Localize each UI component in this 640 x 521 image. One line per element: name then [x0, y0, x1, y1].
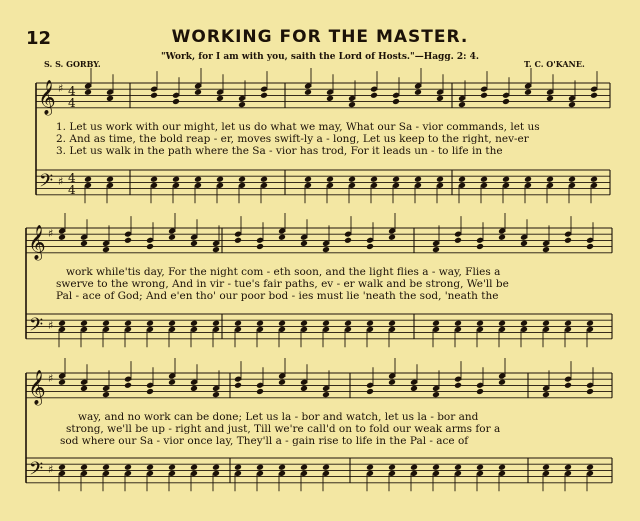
bass-note	[212, 320, 220, 327]
time-signature-bottom: 4	[68, 96, 76, 110]
treble-note	[102, 391, 110, 398]
bass-note	[102, 320, 110, 327]
treble-note	[150, 92, 158, 99]
bass-note	[524, 176, 532, 183]
bass-note	[564, 464, 572, 471]
bass-note	[304, 176, 312, 183]
bass-clef-icon: 𝄢	[29, 459, 44, 484]
time-signature-top: 4	[68, 171, 76, 185]
treble-note	[586, 243, 594, 250]
treble-note	[366, 388, 374, 395]
treble-note	[458, 101, 466, 108]
treble-note	[194, 89, 202, 96]
bass-note	[546, 176, 554, 183]
bass-note	[190, 464, 198, 471]
treble-note	[392, 98, 400, 105]
bass-note	[168, 464, 176, 471]
treble-note	[168, 379, 176, 386]
scripture-epigraph: "Work, for I am with you, saith the Lord of Hosts."—Hagg. 2: 4.	[160, 52, 480, 62]
bass-note	[146, 464, 154, 471]
treble-clef-icon: 𝄞	[28, 370, 46, 405]
bass-note	[454, 320, 462, 327]
bass-note	[80, 320, 88, 327]
treble-note	[146, 388, 154, 395]
bass-note	[476, 464, 484, 471]
lyric-line-verse2-system1: 2. And as time, the bold reap - er, moves swift-ly a - long, Let us keep to the right, nev-er	[56, 133, 529, 145]
treble-note	[480, 92, 488, 99]
bass-note	[58, 464, 66, 471]
treble-note	[172, 98, 180, 105]
treble-note	[520, 240, 528, 247]
treble-note	[256, 243, 264, 250]
treble-note	[432, 246, 440, 253]
bass-note	[322, 464, 330, 471]
treble-note	[568, 101, 576, 108]
treble-note	[586, 388, 594, 395]
time-signature-top: 4	[68, 84, 76, 98]
bass-note	[194, 176, 202, 183]
treble-note	[322, 391, 330, 398]
bass-note	[568, 176, 576, 183]
bass-note	[542, 320, 550, 327]
treble-note	[124, 382, 132, 389]
treble-note	[58, 379, 66, 386]
treble-note	[454, 382, 462, 389]
treble-note	[190, 240, 198, 247]
treble-note	[410, 385, 418, 392]
bass-note	[238, 176, 246, 183]
treble-note	[414, 89, 422, 96]
bass-clef-icon: 𝄢	[39, 171, 54, 196]
treble-clef-icon: 𝄞	[38, 80, 56, 115]
bass-note	[498, 464, 506, 471]
treble-note	[502, 98, 510, 105]
bass-note	[300, 464, 308, 471]
bass-note	[348, 176, 356, 183]
bass-note	[542, 464, 550, 471]
treble-note	[366, 243, 374, 250]
bass-note	[58, 320, 66, 327]
bass-clef-icon: 𝄢	[29, 315, 44, 340]
page-number: 12	[26, 28, 52, 49]
bass-note	[124, 320, 132, 327]
lyric-line-verse1-system2: work while'tis day, For the night com - eth soon, and the light flies a - way, Flies a	[66, 266, 501, 278]
bass-note	[458, 176, 466, 183]
treble-note	[300, 240, 308, 247]
bass-note	[216, 176, 224, 183]
bass-note	[300, 320, 308, 327]
treble-note	[546, 95, 554, 102]
key-sharp-icon: ♯	[48, 227, 54, 240]
bass-note	[168, 320, 176, 327]
bass-note	[454, 464, 462, 471]
bass-note	[370, 176, 378, 183]
bass-note	[590, 176, 598, 183]
treble-note	[124, 237, 132, 244]
bass-note	[586, 320, 594, 327]
treble-note	[524, 89, 532, 96]
bass-note	[190, 320, 198, 327]
treble-note	[238, 101, 246, 108]
treble-note	[476, 388, 484, 395]
treble-note	[304, 89, 312, 96]
bass-note	[432, 320, 440, 327]
bass-note	[80, 464, 88, 471]
bass-note	[388, 320, 396, 327]
treble-note	[436, 95, 444, 102]
bass-note	[502, 176, 510, 183]
bass-note	[326, 176, 334, 183]
bass-note	[498, 320, 506, 327]
treble-note	[102, 246, 110, 253]
lyric-line-verse3-system3: sod where our Sa - vior once lay, They'll a - gain rise to life in the Pal - ace of	[60, 435, 469, 447]
bass-note	[410, 464, 418, 471]
treble-note	[256, 388, 264, 395]
bass-note	[212, 464, 220, 471]
treble-note	[590, 92, 598, 99]
treble-note	[564, 237, 572, 244]
bass-note	[256, 320, 264, 327]
bass-note	[260, 176, 268, 183]
lyric-line-verse1-system1: 1. Let us work with our might, let us do what we may, What our Sa - vior commands, let us	[56, 121, 540, 133]
lyric-line-verse1-system3: way, and no work can be done; Let us la - bor and watch, let us la - bor and	[78, 411, 479, 423]
bass-note	[476, 320, 484, 327]
bass-note	[84, 176, 92, 183]
treble-note	[260, 92, 268, 99]
bass-note	[124, 464, 132, 471]
bass-note	[234, 320, 242, 327]
arranger-credit: T. C. O'KANE.	[524, 59, 585, 69]
lyric-line-verse3-system1: 3. Let us walk in the path where the Sa - vior has trod, For it leads un - to life in the	[56, 145, 503, 157]
key-sharp-icon: ♯	[48, 319, 54, 332]
bass-note	[172, 176, 180, 183]
treble-note	[348, 101, 356, 108]
treble-note	[146, 243, 154, 250]
treble-note	[326, 95, 334, 102]
key-sharp-icon: ♯	[58, 175, 64, 188]
bass-note	[278, 464, 286, 471]
bass-note	[392, 176, 400, 183]
bass-note	[480, 176, 488, 183]
treble-note	[80, 385, 88, 392]
bass-note	[322, 320, 330, 327]
bass-note	[146, 320, 154, 327]
treble-note	[80, 240, 88, 247]
bass-note	[102, 464, 110, 471]
treble-note	[84, 89, 92, 96]
treble-note	[234, 382, 242, 389]
bass-note	[150, 176, 158, 183]
bass-note	[388, 464, 396, 471]
bass-note	[586, 464, 594, 471]
treble-note	[542, 391, 550, 398]
bass-note	[432, 464, 440, 471]
key-sharp-icon: ♯	[48, 463, 54, 476]
key-sharp-icon: ♯	[58, 82, 64, 95]
treble-note	[212, 246, 220, 253]
composer-credit: S. S. GORBY.	[44, 59, 101, 69]
treble-note	[278, 234, 286, 241]
treble-note	[168, 234, 176, 241]
bass-note	[436, 176, 444, 183]
treble-note	[58, 234, 66, 241]
treble-note	[322, 246, 330, 253]
bass-note	[414, 176, 422, 183]
key-sharp-icon: ♯	[48, 372, 54, 385]
treble-note	[106, 95, 114, 102]
treble-note	[278, 379, 286, 386]
treble-note	[498, 234, 506, 241]
treble-note	[344, 237, 352, 244]
treble-note	[454, 237, 462, 244]
bass-note	[366, 320, 374, 327]
lyric-line-verse3-system2: Pal - ace of God; And e'en tho' our poor bod - ies must lie 'neath the sod, 'neath the	[56, 290, 499, 302]
treble-note	[432, 391, 440, 398]
time-signature-bottom: 4	[68, 183, 76, 197]
treble-note	[498, 379, 506, 386]
treble-note	[234, 237, 242, 244]
hymn-title: WORKING FOR THE MASTER.	[171, 27, 469, 47]
treble-note	[300, 385, 308, 392]
treble-note	[542, 246, 550, 253]
treble-note	[564, 382, 572, 389]
lyric-line-verse2-system2: swerve to the wrong, And in vir - tue's fair paths, ev - er walk and be strong, We'll be	[56, 278, 509, 290]
treble-note	[476, 243, 484, 250]
bass-note	[256, 464, 264, 471]
bass-note	[520, 320, 528, 327]
bass-note	[278, 320, 286, 327]
treble-note	[190, 385, 198, 392]
bass-note	[366, 464, 374, 471]
treble-note	[212, 391, 220, 398]
bass-note	[344, 320, 352, 327]
treble-note	[388, 234, 396, 241]
lyric-line-verse2-system3: strong, we'll be up - right and just, Till we're call'd on to fold our weak arms for a	[66, 423, 501, 435]
treble-note	[216, 95, 224, 102]
bass-note	[106, 176, 114, 183]
treble-note	[388, 379, 396, 386]
treble-note	[370, 92, 378, 99]
bass-note	[234, 464, 242, 471]
bass-note	[564, 320, 572, 327]
treble-clef-icon: 𝄞	[28, 225, 46, 260]
